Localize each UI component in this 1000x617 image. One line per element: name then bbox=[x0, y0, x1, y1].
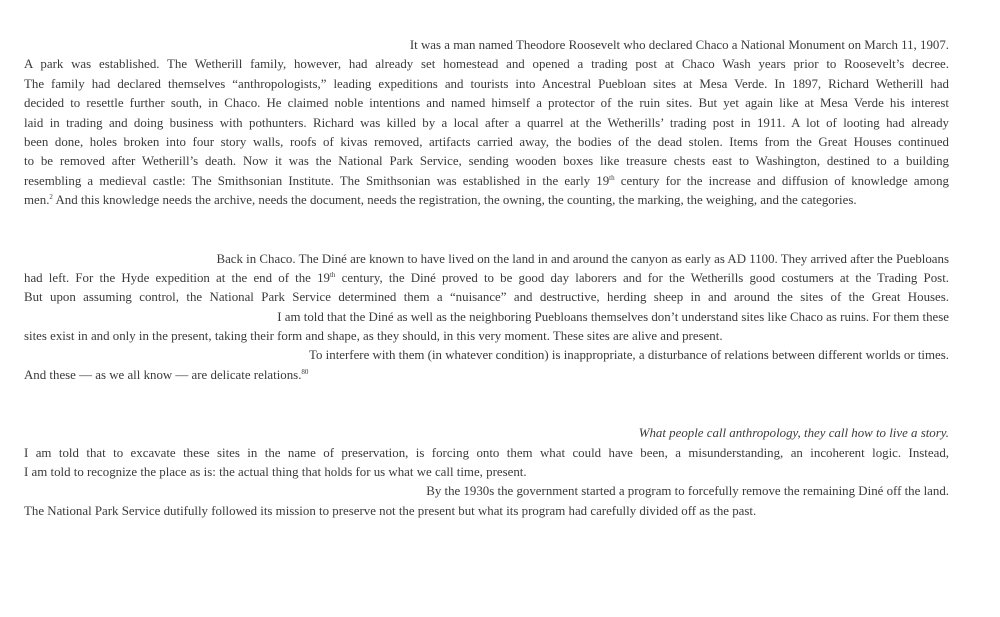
text-line: been done, holes broken into four story walls, roofs of kivas removed, artifacts carried away, the bodies of the dead stolen. Items from the Great Houses continued bbox=[24, 134, 949, 149]
text-line bbox=[24, 191, 949, 210]
text-fragment: And this knowledge needs the archive, needs the document, needs the registration, the owning, the counting, the marking, the weighing, and the categories. bbox=[55, 193, 857, 208]
text-line: But upon assuming control, the National Park Service determined them a “nuisance” and destructive, herding sheep in and around the sites of the Great Houses. bbox=[24, 290, 949, 305]
text-fragment: resembling a medieval castle: The Smithsonian Institute. The Smithsonian was established in the early 19 bbox=[24, 173, 610, 188]
text-line: I am told to recognize the place as is: the actual thing that holds for us what we call time, present. bbox=[24, 465, 527, 480]
superscript-ordinal: th bbox=[329, 270, 336, 279]
text-line: The National Park Service dutifully followed its mission to preserve not the present but what its program had carefully divided off as the past. bbox=[24, 503, 757, 518]
text-line: laid in trading and doing business with pothunters. Richard was killed by a local after a quarrel at the Wetherills’ trading post in 1911. A lot of looting had already bbox=[24, 115, 949, 130]
superscript-ordinal: th bbox=[609, 173, 615, 182]
text-line: decided to resettle further south, in Chaco. He claimed noble intentions and named himself a protector of the ruin sites. But yet again like at Mesa Verde his interest bbox=[24, 96, 949, 111]
text-fragment: century, the Diné proved to be good day laborers and for the Wetherills good costumers at the Trading Post. bbox=[341, 270, 949, 285]
text-line: A park was established. The Wetherill family, however, had already set homestead and opened a trading post at Chaco Wash years prior to Roosevelt’s decree. bbox=[24, 57, 949, 72]
text-line bbox=[24, 269, 949, 288]
text-fragment: century for the increase and diffusion of knowledge among bbox=[620, 173, 949, 188]
text-line: Back in Chaco. The Diné are known to have lived on the land in and around the canyon as early as AD 1100. They arrived after the Puebloans bbox=[216, 251, 949, 266]
footnote-marker[interactable]: 80 bbox=[301, 367, 309, 376]
text-line: sites exist in and only in the present, taking their form and shape, as they should, in this very moment. These sites are alive and present. bbox=[24, 329, 723, 344]
paragraph-roosevelt bbox=[24, 36, 949, 211]
text-line: I am told that the Diné as well as the neighboring Puebloans themselves don’t understand sites like Chaco as ruins. For them these bbox=[277, 309, 949, 324]
text-line: By the 1930s the government started a program to forcefully remove the remaining Diné off the land. bbox=[426, 484, 949, 499]
text-fragment: had left. For the Hyde expedition at the end of the 19 bbox=[24, 270, 330, 285]
text-line: The family had declared themselves “anthropologists,” leading expeditions and tourists into Ancestral Puebloan sites at Mesa Verde. In 1897, Richard Wetherill had bbox=[24, 76, 949, 91]
text-line bbox=[24, 366, 949, 385]
document-body bbox=[24, 36, 949, 521]
text-line: I am told that to excavate these sites in the name of preservation, is forcing onto them what could have been, a misunderstanding, an incoherent logic. Instead, bbox=[24, 445, 949, 460]
text-fragment: And these — as we all know — are delicate relations. bbox=[24, 367, 302, 382]
epigraph-line: What people call anthropology, they call how to live a story. bbox=[638, 426, 949, 441]
text-line: It was a man named Theodore Roosevelt who declared Chaco a National Monument on March 11, 1907. bbox=[409, 38, 949, 52]
text-line bbox=[24, 172, 949, 191]
paragraph-dine bbox=[24, 250, 949, 386]
paragraph-anthropology bbox=[24, 424, 949, 521]
text-fragment: men. bbox=[24, 193, 50, 208]
text-line: to be removed after Wetherill’s death. Now it was the National Park Service, sending wooden boxes like treasure chests east to Washington, destined to a building bbox=[24, 154, 949, 169]
text-line: To interfere with them (in whatever condition) is inappropriate, a disturbance of relations between different worlds or times. bbox=[309, 348, 949, 363]
footnote-marker[interactable]: 2 bbox=[49, 193, 53, 202]
